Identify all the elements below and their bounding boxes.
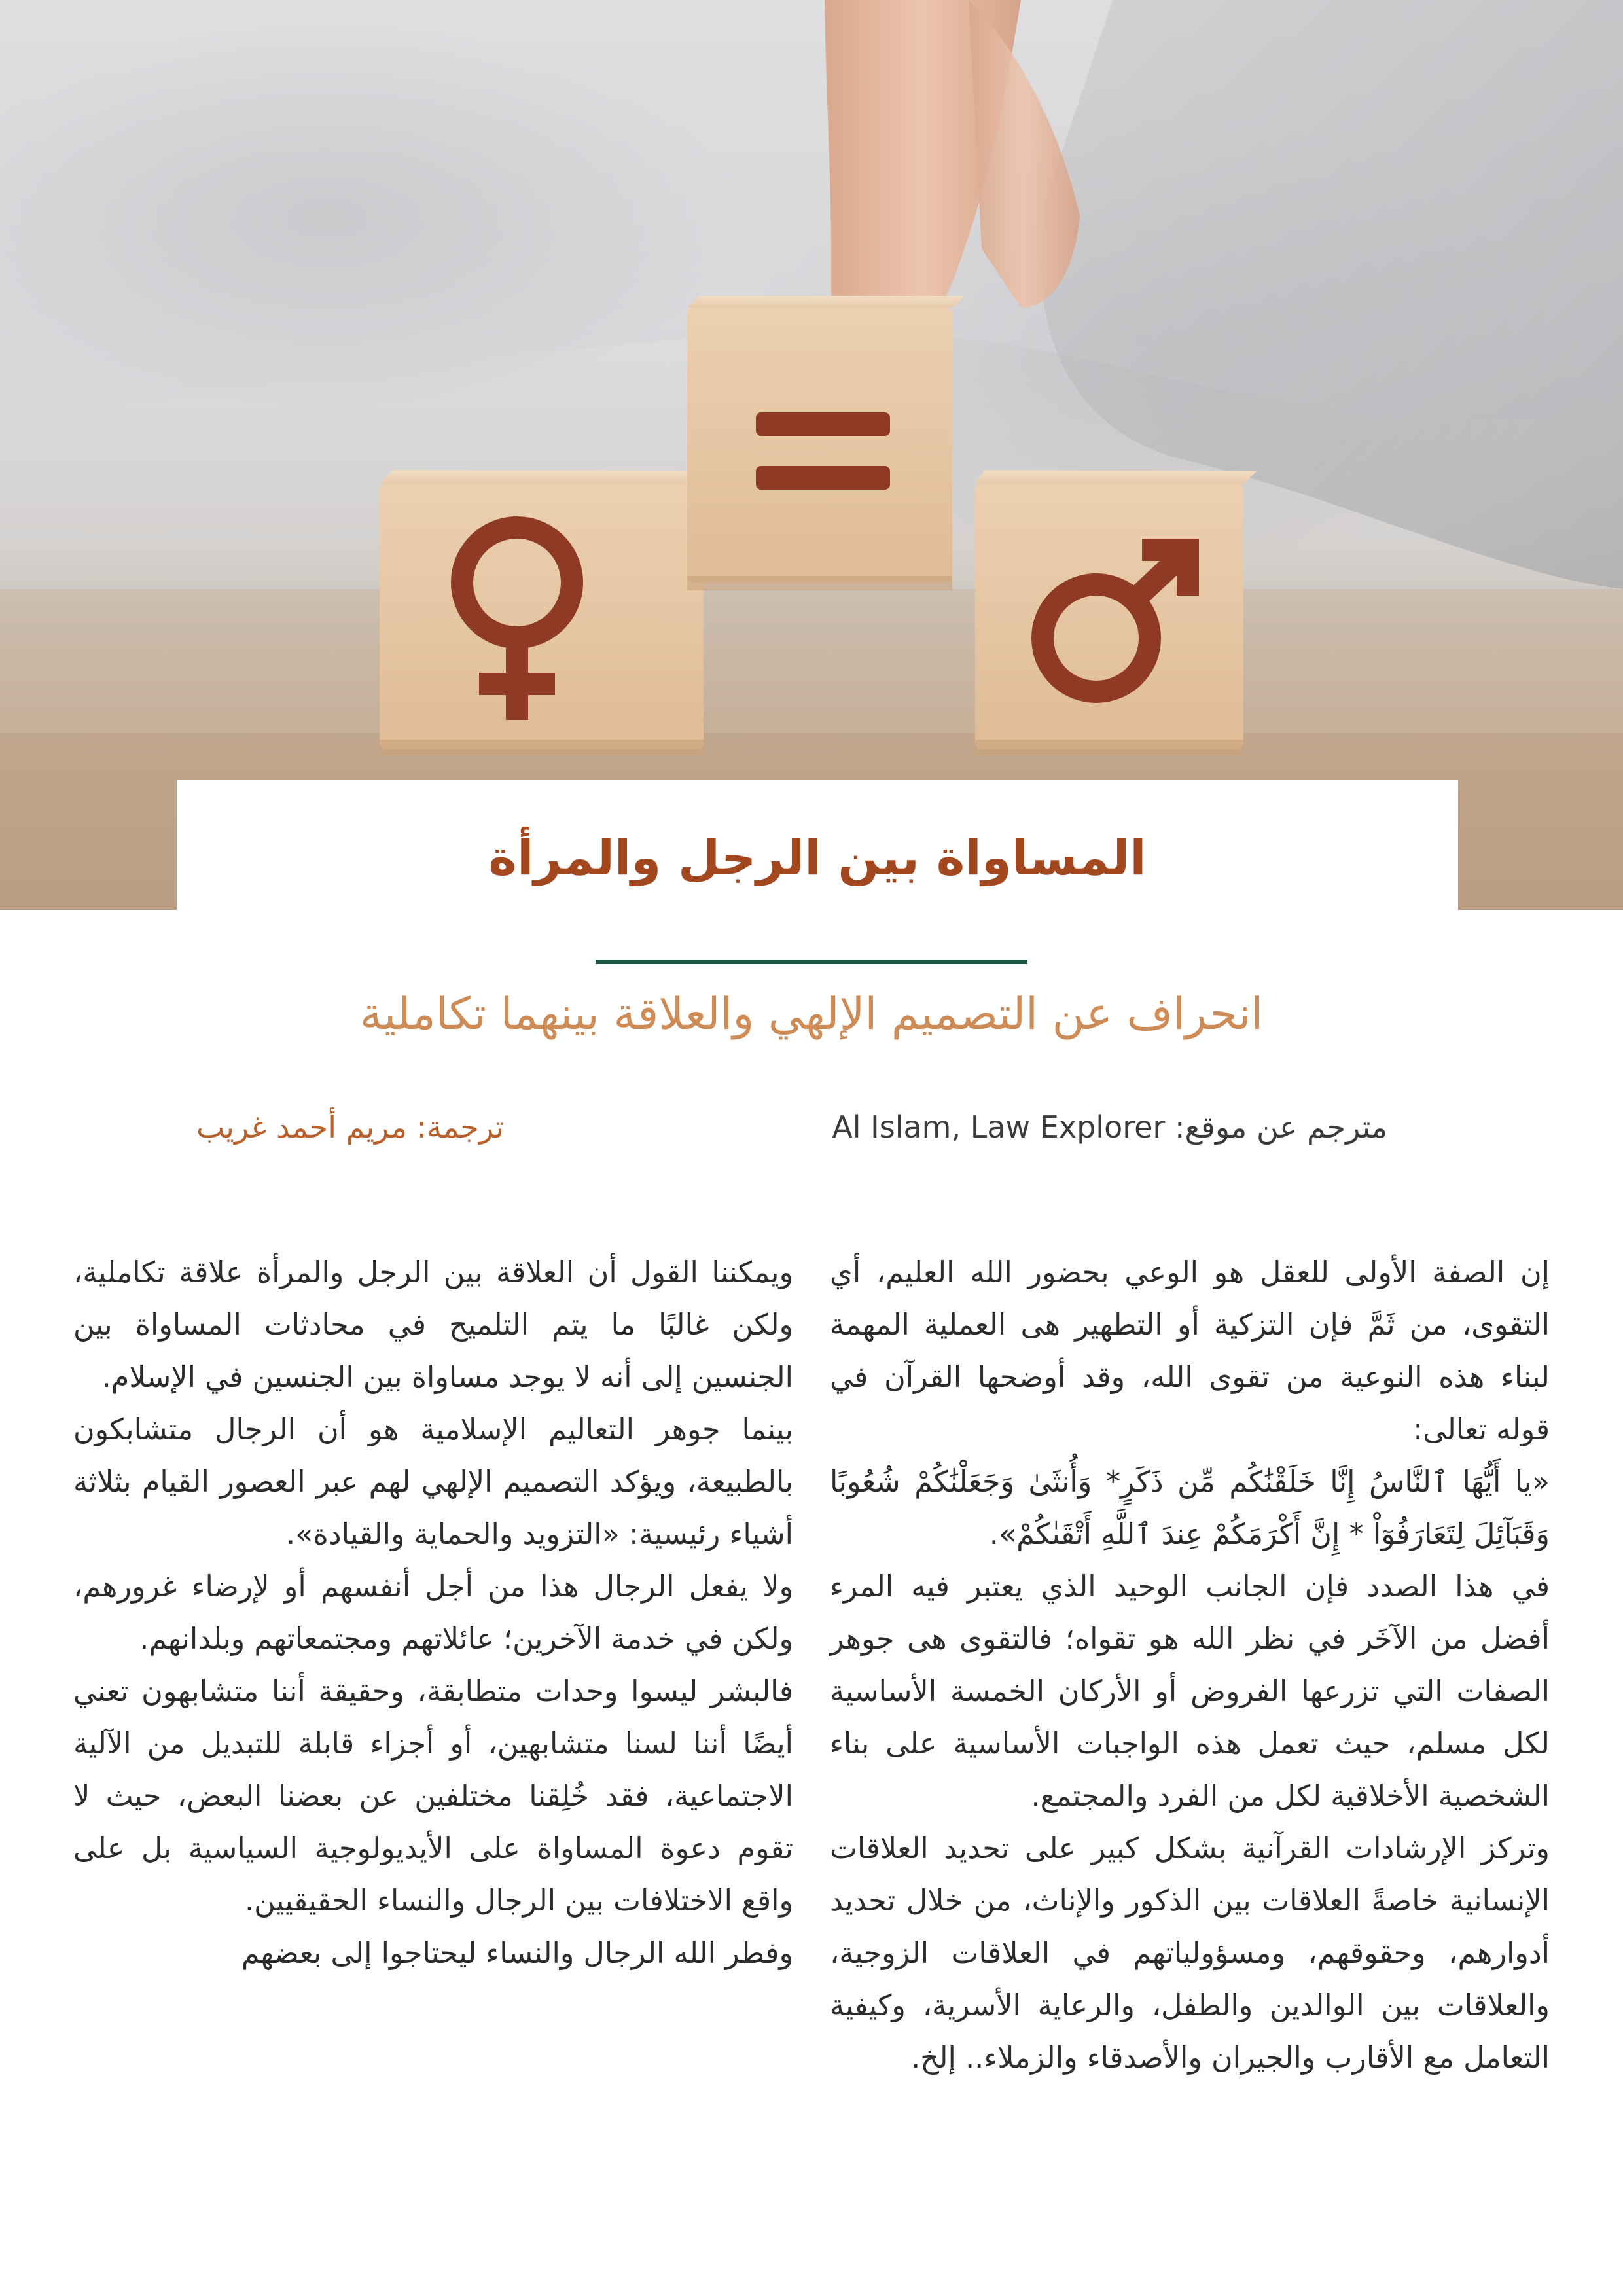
paragraph: بينما جوهر التعاليم الإسلامية هو أن الرجال متشابكون بالطبيعة، ويؤكد التصميم الإلهي لهم عبر العصور القيام بثلاثة أشياء رئيسية: «التزويد والحماية والقيادة». <box>73 1413 793 1551</box>
paragraph: إن الصفة الأولى للعقل هو الوعي بحضور الله العليم، أي التقوى، من ثَمَّ فإن التزكية أو التطهير هى العملية المهمة لبناء هذه النوعية من تقوى الله، وقد أوضحها القرآن في قوله تعالى: <box>830 1256 1550 1446</box>
source-credit <box>832 1109 1387 1145</box>
title-band <box>177 780 1458 910</box>
equals-cube <box>687 296 965 590</box>
source-name: Al Islam, Law Explorer <box>832 1109 1166 1145</box>
female-cube <box>380 470 720 756</box>
article-title: المساواة بين الرجل والمرأة <box>488 830 1147 886</box>
translator-credit: ترجمة: مريم أحمد غريب <box>196 1109 505 1145</box>
source-label: مترجم عن موقع: <box>1174 1109 1387 1145</box>
paragraph: ولا يفعل الرجال هذا من أجل أنفسهم أو لإرضاء غرورهم، ولكن في خدمة الآخرين؛ عائلاتهم ومجتمعاتهم وبلدانهم. <box>73 1570 793 1656</box>
title-divider <box>596 960 1027 964</box>
paragraph: فالبشر ليسوا وحدات متطابقة، وحقيقة أننا متشابهون تعني أيضًا أننا لسنا متشابهين، أو أجزاء قابلة للتبديل من الآلية الاجتماعية، فقد خُلِقنا مختلفين عن بعضنا البعض، حيث لا تقوم دعوة المساواة على الأيديولوجية السياسية بل على واقع الاختلافات بين الرجال والنساء الحقيقيين. <box>73 1675 793 1918</box>
paragraph: وفطر الله الرجال والنساء ليحتاجوا إلى بعضهم <box>241 1937 793 1970</box>
paragraph: في هذا الصدد فإن الجانب الوحيد الذي يعتبر فيه المرء أفضل من الآخَر في نظر الله هو تقواه؛ فالتقوى هى جوهر الصفات التي تزرعها الفروض أو الأركان الخمسة الأساسية لكل مسلم، حيث تعمل هذه الواجبات الأساسية على بناء الشخصية الأخلاقية لكل من الفرد والمجتمع. <box>830 1570 1550 1813</box>
hero-illustration <box>0 0 1623 910</box>
article-subtitle: انحراف عن التصميم الإلهي والعلاقة بينهما تكاملية <box>359 988 1264 1040</box>
body-column-right <box>830 1247 1550 2085</box>
paragraph: وتركز الإرشادات القرآنية بشكل كبير على تحديد العلاقات الإنسانية خاصةً العلاقات بين الذكور والإناث، من خلال تحديد أدوارهم، وحقوقهم، ومسؤولياتهم في العلاقات الزوجية، والعلاقات بين الوالدين والطفل، والرعاية الأسرية، وكيفية التعامل مع الأقارب والجيران والأصدقاء والزملاء.. إلخ. <box>830 1832 1550 2075</box>
credits-line <box>196 1109 1387 1162</box>
body-column-left <box>73 1247 793 1980</box>
male-cube <box>975 470 1257 756</box>
hero-image <box>0 0 1623 910</box>
paragraph: ويمكننا القول أن العلاقة بين الرجل والمرأة علاقة تكاملية، ولكن غالبًا ما يتم التلميح في محادثات المساواة بين الجنسين إلى أنه لا يوجد مساواة بين الجنسين في الإسلام. <box>73 1256 793 1394</box>
quran-verse: «يا أَيُّهَا ٱلنَّاسُ إِنَّا خَلَقْنَٰكُم مِّن ذَكَرٍ* وَأُنثَىٰ وَجَعَلْنَٰكُمْ شُعُوبًا وَقَبَآئِلَ لِتَعَارَفُوٓاْ * إِنَّ أَكْرَمَكُمْ عِندَ ٱللَّهِ أَتْقَىٰكُمْ». <box>830 1465 1550 1551</box>
